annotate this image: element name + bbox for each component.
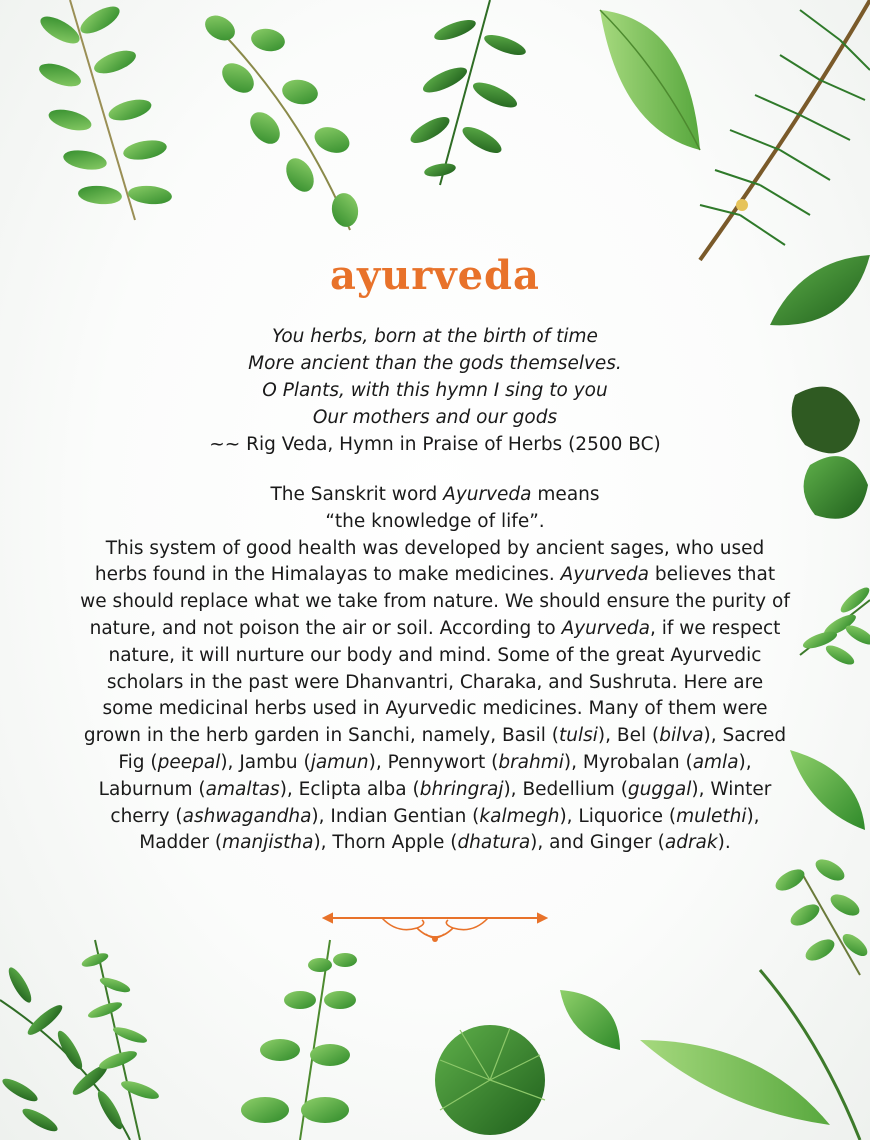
page-title: ayurveda (330, 252, 540, 299)
body-text-run: “the knowledge of life”. (325, 510, 545, 532)
body-text-run: ), Eclipta alba ( (279, 778, 420, 800)
body-text-run: ), and Ginger ( (530, 832, 665, 854)
herb-local-name: guggal (627, 778, 692, 800)
poem-citation: ~~ Rig Veda, Hymn in Praise of Herbs (2500 BC) (209, 434, 661, 455)
poem-line: More ancient than the gods themselves. (248, 353, 622, 374)
herb-local-name: dhatura (457, 832, 531, 854)
fern-right-middle (800, 584, 870, 668)
herb-local-name: bilva (659, 725, 704, 747)
pine-branch-top-right (700, 0, 870, 260)
herb-local-name: kalmegh (479, 805, 560, 827)
body-text-run: ), Bedellium ( (503, 778, 628, 800)
herb-local-name: peepal (157, 751, 221, 773)
body-text (80, 482, 790, 857)
curry-leaf-sprig-top (201, 10, 361, 230)
body-text-run: ), Laburnum ( (98, 751, 752, 800)
body-text-run: , if we respect nature, it will nurture our body and mind. Some of the great Ayurvedic scholars in the past were Dhanvantri, Charaka, and Sushruta. Here are some medicinal herbs used in Ayurvedic medicines. Many of them were grown in the herb garden in Sanchi, namely, Basil ( (83, 617, 781, 747)
body-text-run: ), Pennywort ( (368, 751, 499, 773)
body-text-run: ), Jambu ( (220, 751, 311, 773)
mint-plant-bottom (241, 940, 357, 1140)
herb-local-name: adrak (664, 832, 718, 854)
curry-leaf-sprig-right (772, 855, 870, 975)
long-leaves-bottom-right (640, 970, 860, 1140)
body-text-run: ). (717, 832, 731, 854)
body-text-run: ), Thorn Apple ( (313, 832, 458, 854)
herb-local-name: brahmi (498, 751, 564, 773)
poem-line: You herbs, born at the birth of time (272, 326, 598, 347)
herb-local-name: amaltas (205, 778, 280, 800)
herb-local-name: bhringraj (419, 778, 504, 800)
body-text-run: ), Liquorice ( (559, 805, 677, 827)
herb-local-name: jamun (310, 751, 369, 773)
single-leaf-top (600, 10, 700, 150)
body-text-run: believes that we should replace what we take from nature. We should ensure the purity of nature, and not poison the air or soil. According to (80, 564, 790, 639)
term-ayurveda: Ayurveda (443, 484, 532, 505)
leaf-right-lower (790, 750, 865, 830)
term-ayurveda: Ayurveda (561, 617, 650, 639)
body-text-run: ), Sacred Fig ( (118, 725, 787, 773)
body-text-run: means (531, 484, 600, 505)
herb-local-name: mulethi (676, 805, 747, 827)
body-text-run: The Sanskrit word (270, 484, 444, 505)
body-text-run: ), Indian Gentian ( (311, 805, 480, 827)
body-text-run: ), Myrobalan ( (563, 751, 693, 773)
poem-block (0, 323, 870, 458)
term-ayurveda: Ayurveda (560, 564, 650, 586)
ornamental-divider (322, 906, 548, 950)
fern-frond-top (407, 0, 528, 185)
fern-upright-bottom-left (80, 940, 161, 1140)
poem-line: Our mothers and our gods (312, 407, 558, 428)
herb-local-name: tulsi (559, 725, 598, 747)
herb-local-name: ashwagandha (182, 805, 312, 827)
fern-frond-bottom-left (0, 965, 130, 1140)
herb-local-name: manjistha (222, 832, 314, 854)
body-text-run: This system of good health was developed by ancient sages, who used herbs found in the Himalayas to make medicines. (94, 537, 765, 586)
body-text-run: ), Bel ( (597, 725, 660, 747)
herb-local-name: amla (692, 751, 739, 773)
poem-line: O Plants, with this hymn I sing to you (262, 380, 608, 401)
neem-sprig-top-left (36, 0, 172, 220)
body-text-run: ), Winter cherry ( (110, 778, 772, 827)
pennywort-leaf-bottom (435, 1025, 545, 1135)
body-text-run: ), Madder ( (139, 805, 760, 854)
leaf-bottom-center-right (560, 990, 620, 1050)
